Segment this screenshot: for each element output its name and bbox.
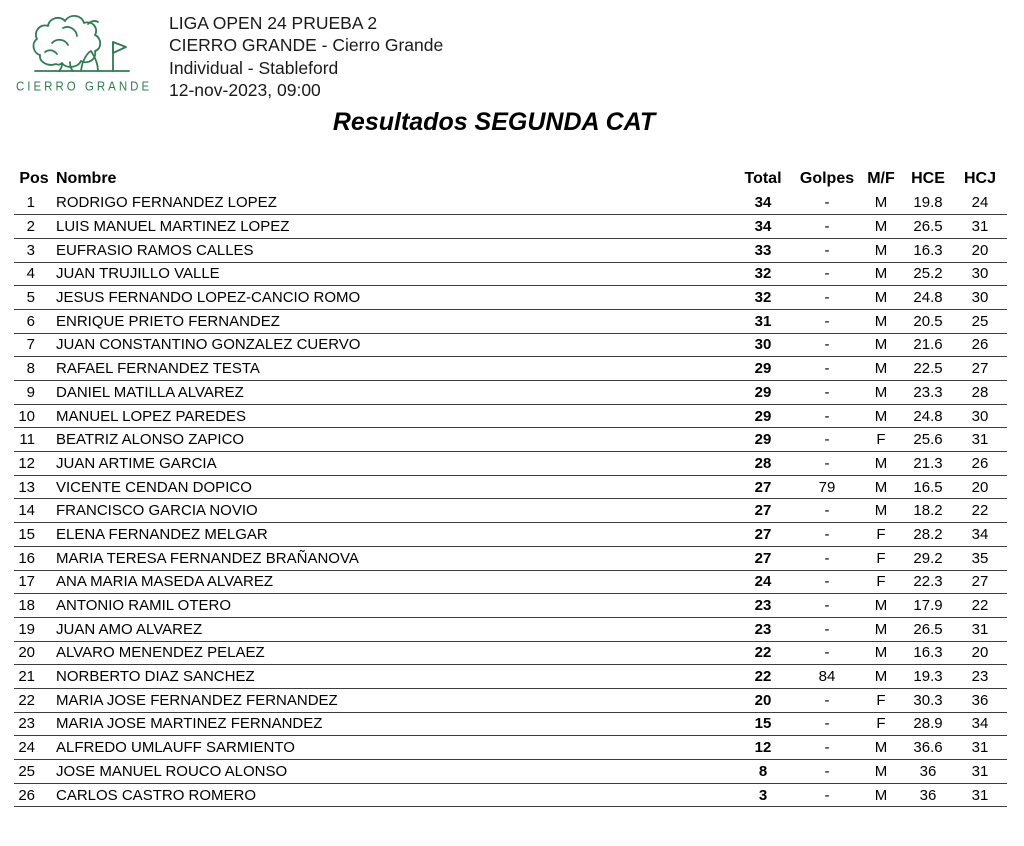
cell-mf: M — [859, 736, 903, 760]
cell-mf: M — [859, 641, 903, 665]
cell-golpes: - — [795, 333, 859, 357]
cell-pos: 3 — [14, 238, 54, 262]
cell-pos: 12 — [14, 452, 54, 476]
cell-nombre: JUAN CONSTANTINO GONZALEZ CUERVO — [54, 333, 731, 357]
cell-total: 12 — [731, 736, 795, 760]
cell-mf: F — [859, 570, 903, 594]
cell-total: 30 — [731, 333, 795, 357]
cell-pos: 24 — [14, 736, 54, 760]
cell-mf: M — [859, 309, 903, 333]
results-table — [14, 167, 1007, 807]
cell-hcj: 34 — [953, 712, 1007, 736]
table-row — [14, 546, 1007, 570]
cell-total: 31 — [731, 309, 795, 333]
col-header-pos: Pos — [19, 170, 49, 187]
cell-hcj: 31 — [953, 783, 1007, 807]
cell-pos: 19 — [14, 617, 54, 641]
cell-hce: 16.3 — [903, 641, 953, 665]
cell-total: 23 — [731, 594, 795, 618]
cell-hce: 26.5 — [903, 215, 953, 239]
cell-total: 3 — [731, 783, 795, 807]
cell-mf: M — [859, 783, 903, 807]
cell-total: 32 — [731, 286, 795, 310]
cell-total: 15 — [731, 712, 795, 736]
tree-flag-logo-icon — [25, 12, 143, 78]
cell-mf: M — [859, 381, 903, 405]
cell-nombre: MARIA TERESA FERNANDEZ BRAÑANOVA — [54, 546, 731, 570]
cell-mf: M — [859, 238, 903, 262]
cell-pos: 22 — [14, 688, 54, 712]
cell-nombre: NORBERTO DIAZ SANCHEZ — [54, 665, 731, 689]
cell-hcj: 31 — [953, 215, 1007, 239]
cell-mf: F — [859, 523, 903, 547]
table-row — [14, 523, 1007, 547]
cell-total: 29 — [731, 381, 795, 405]
cell-golpes: - — [795, 688, 859, 712]
cell-hce: 22.3 — [903, 570, 953, 594]
cell-hce: 25.2 — [903, 262, 953, 286]
cell-nombre: ALVARO MENENDEZ PELAEZ — [54, 641, 731, 665]
table-row — [14, 475, 1007, 499]
cell-pos: 2 — [14, 215, 54, 239]
cell-pos: 18 — [14, 594, 54, 618]
cell-hcj: 26 — [953, 452, 1007, 476]
cell-hcj: 23 — [953, 665, 1007, 689]
table-row — [14, 570, 1007, 594]
cell-pos: 26 — [14, 783, 54, 807]
cell-total: 29 — [731, 357, 795, 381]
table-body — [14, 191, 1007, 807]
cell-pos: 15 — [14, 523, 54, 547]
cell-hcj: 31 — [953, 428, 1007, 452]
cell-pos: 14 — [14, 499, 54, 523]
cell-hcj: 36 — [953, 688, 1007, 712]
table-row — [14, 688, 1007, 712]
cell-hcj: 20 — [953, 641, 1007, 665]
cell-hce: 19.8 — [903, 191, 953, 215]
cell-golpes: - — [795, 215, 859, 239]
table-row — [14, 286, 1007, 310]
table-row — [14, 262, 1007, 286]
cell-golpes: - — [795, 238, 859, 262]
cell-golpes: - — [795, 641, 859, 665]
cell-hcj: 30 — [953, 262, 1007, 286]
col-header-mf: M/F — [867, 170, 895, 187]
cell-hce: 36.6 — [903, 736, 953, 760]
cell-golpes: - — [795, 286, 859, 310]
event-club: CIERRO GRANDE - Cierro Grande — [169, 35, 444, 56]
cell-golpes: - — [795, 499, 859, 523]
table-row — [14, 428, 1007, 452]
table-row — [14, 191, 1007, 215]
cell-total: 32 — [731, 262, 795, 286]
cell-mf: M — [859, 215, 903, 239]
cell-golpes: - — [795, 523, 859, 547]
col-header-hcj: HCJ — [963, 170, 996, 187]
cell-nombre: ENRIQUE PRIETO FERNANDEZ — [54, 309, 731, 333]
cell-hce: 24.8 — [903, 404, 953, 428]
cell-nombre: JUAN ARTIME GARCIA — [54, 452, 731, 476]
cell-hce: 19.3 — [903, 665, 953, 689]
cell-nombre: JUAN TRUJILLO VALLE — [54, 262, 731, 286]
cell-hce: 25.6 — [903, 428, 953, 452]
table-row — [14, 452, 1007, 476]
cell-golpes: - — [795, 381, 859, 405]
cell-golpes: - — [795, 309, 859, 333]
cell-total: 34 — [731, 215, 795, 239]
event-format: Individual - Stableford — [169, 57, 339, 78]
cell-total: 27 — [731, 475, 795, 499]
cell-hce: 26.5 — [903, 617, 953, 641]
cell-pos: 4 — [14, 262, 54, 286]
cell-nombre: MARIA JOSE FERNANDEZ FERNANDEZ — [54, 688, 731, 712]
cell-mf: M — [859, 499, 903, 523]
cell-hcj: 25 — [953, 309, 1007, 333]
cell-hce: 20.5 — [903, 309, 953, 333]
cell-nombre: ELENA FERNANDEZ MELGAR — [54, 523, 731, 547]
table-row — [14, 333, 1007, 357]
table-row — [14, 641, 1007, 665]
cell-hcj: 27 — [953, 357, 1007, 381]
event-info — [169, 12, 443, 101]
cell-hcj: 31 — [953, 617, 1007, 641]
cell-hce: 21.3 — [903, 452, 953, 476]
col-header-nombre: Nombre — [56, 170, 117, 187]
table-row — [14, 617, 1007, 641]
cell-nombre: JUAN AMO ALVAREZ — [54, 617, 731, 641]
cell-mf: M — [859, 262, 903, 286]
table-row — [14, 309, 1007, 333]
cell-mf: F — [859, 712, 903, 736]
cell-total: 22 — [731, 665, 795, 689]
cell-mf: M — [859, 665, 903, 689]
cell-total: 29 — [731, 404, 795, 428]
cell-golpes: - — [795, 760, 859, 784]
cell-hce: 36 — [903, 783, 953, 807]
cell-nombre: BEATRIZ ALONSO ZAPICO — [54, 428, 731, 452]
cell-total: 27 — [731, 523, 795, 547]
cell-pos: 5 — [14, 286, 54, 310]
cell-nombre: MANUEL LOPEZ PAREDES — [54, 404, 731, 428]
cell-total: 27 — [731, 499, 795, 523]
cell-golpes: - — [795, 594, 859, 618]
cell-mf: M — [859, 760, 903, 784]
cell-golpes: - — [795, 783, 859, 807]
cell-hce: 22.5 — [903, 357, 953, 381]
cell-pos: 25 — [14, 760, 54, 784]
cell-nombre: RAFAEL FERNANDEZ TESTA — [54, 357, 731, 381]
cell-mf: M — [859, 475, 903, 499]
cell-hcj: 22 — [953, 499, 1007, 523]
cell-hcj: 27 — [953, 570, 1007, 594]
cell-pos: 13 — [14, 475, 54, 499]
cell-nombre: ANTONIO RAMIL OTERO — [54, 594, 731, 618]
cell-mf: F — [859, 688, 903, 712]
cell-hce: 21.6 — [903, 333, 953, 357]
cell-hce: 30.3 — [903, 688, 953, 712]
cell-golpes: - — [795, 428, 859, 452]
cell-nombre: ALFREDO UMLAUFF SARMIENTO — [54, 736, 731, 760]
cell-total: 8 — [731, 760, 795, 784]
cell-mf: M — [859, 617, 903, 641]
cell-hce: 18.2 — [903, 499, 953, 523]
col-header-total: Total — [744, 170, 782, 187]
table-row — [14, 665, 1007, 689]
event-datetime: 12-nov-2023, 09:00 — [169, 79, 321, 100]
table-row — [14, 736, 1007, 760]
table-row — [14, 783, 1007, 807]
cell-mf: M — [859, 404, 903, 428]
cell-mf: F — [859, 546, 903, 570]
cell-pos: 16 — [14, 546, 54, 570]
cell-golpes: - — [795, 404, 859, 428]
cell-hce: 36 — [903, 760, 953, 784]
cell-total: 23 — [731, 617, 795, 641]
cell-nombre: RODRIGO FERNANDEZ LOPEZ — [54, 191, 731, 215]
cell-pos: 1 — [14, 191, 54, 215]
cell-hcj: 20 — [953, 238, 1007, 262]
event-name: LIGA OPEN 24 PRUEBA 2 — [169, 13, 378, 33]
cell-hce: 24.8 — [903, 286, 953, 310]
cell-mf: M — [859, 191, 903, 215]
cell-hce: 28.2 — [903, 523, 953, 547]
cell-golpes: - — [795, 617, 859, 641]
cell-mf: F — [859, 428, 903, 452]
cell-mf: M — [859, 452, 903, 476]
table-row — [14, 594, 1007, 618]
cell-nombre: VICENTE CENDAN DOPICO — [54, 475, 731, 499]
cell-nombre: DANIEL MATILLA ALVAREZ — [54, 381, 731, 405]
table-header-row — [14, 167, 1007, 191]
cell-nombre: JOSE MANUEL ROUCO ALONSO — [54, 760, 731, 784]
cell-pos: 11 — [14, 428, 54, 452]
table-row — [14, 760, 1007, 784]
cell-nombre: CARLOS CASTRO ROMERO — [54, 783, 731, 807]
cell-pos: 23 — [14, 712, 54, 736]
cell-pos: 7 — [14, 333, 54, 357]
cell-total: 33 — [731, 238, 795, 262]
cell-hcj: 22 — [953, 594, 1007, 618]
cell-pos: 21 — [14, 665, 54, 689]
cell-nombre: ANA MARIA MASEDA ALVAREZ — [54, 570, 731, 594]
cell-hcj: 28 — [953, 381, 1007, 405]
cell-total: 34 — [731, 191, 795, 215]
cell-hcj: 35 — [953, 546, 1007, 570]
cell-golpes: - — [795, 357, 859, 381]
table-row — [14, 357, 1007, 381]
page-title: Resultados SEGUNDA CAT — [332, 108, 656, 136]
cell-mf: M — [859, 286, 903, 310]
cell-nombre: LUIS MANUEL MARTINEZ LOPEZ — [54, 215, 731, 239]
cell-golpes: - — [795, 712, 859, 736]
cell-golpes: - — [795, 570, 859, 594]
cell-golpes: 84 — [795, 665, 859, 689]
cell-total: 22 — [731, 641, 795, 665]
table-row — [14, 238, 1007, 262]
cell-total: 20 — [731, 688, 795, 712]
club-logo-text: CIERRO GRANDE — [16, 80, 153, 94]
cell-mf: M — [859, 333, 903, 357]
cell-golpes: - — [795, 191, 859, 215]
cell-hce: 28.9 — [903, 712, 953, 736]
cell-hce: 23.3 — [903, 381, 953, 405]
cell-hcj: 30 — [953, 404, 1007, 428]
col-header-hce: HCE — [911, 170, 945, 187]
cell-hce: 17.9 — [903, 594, 953, 618]
results-table-container — [14, 167, 1007, 807]
cell-total: 28 — [731, 452, 795, 476]
cell-golpes: - — [795, 262, 859, 286]
cell-hcj: 34 — [953, 523, 1007, 547]
cell-hcj: 31 — [953, 736, 1007, 760]
table-row — [14, 499, 1007, 523]
cell-golpes: - — [795, 546, 859, 570]
cell-total: 29 — [731, 428, 795, 452]
cell-golpes: 79 — [795, 475, 859, 499]
table-row — [14, 381, 1007, 405]
cell-pos: 9 — [14, 381, 54, 405]
cell-hce: 16.3 — [903, 238, 953, 262]
cell-mf: M — [859, 357, 903, 381]
cell-nombre: JESUS FERNANDO LOPEZ-CANCIO ROMO — [54, 286, 731, 310]
cell-total: 24 — [731, 570, 795, 594]
cell-hcj: 24 — [953, 191, 1007, 215]
cell-hcj: 31 — [953, 760, 1007, 784]
cell-hcj: 20 — [953, 475, 1007, 499]
cell-pos: 20 — [14, 641, 54, 665]
cell-golpes: - — [795, 452, 859, 476]
cell-mf: M — [859, 594, 903, 618]
cell-nombre: MARIA JOSE MARTINEZ FERNANDEZ — [54, 712, 731, 736]
cell-total: 27 — [731, 546, 795, 570]
cell-hce: 29.2 — [903, 546, 953, 570]
table-row — [14, 215, 1007, 239]
cell-hcj: 26 — [953, 333, 1007, 357]
cell-pos: 6 — [14, 309, 54, 333]
table-row — [14, 404, 1007, 428]
cell-hcj: 30 — [953, 286, 1007, 310]
col-header-golpes: Golpes — [799, 170, 855, 187]
cell-hce: 16.5 — [903, 475, 953, 499]
cell-pos: 8 — [14, 357, 54, 381]
table-row — [14, 712, 1007, 736]
cell-nombre: FRANCISCO GARCIA NOVIO — [54, 499, 731, 523]
cell-nombre: EUFRASIO RAMOS CALLES — [54, 238, 731, 262]
club-logo — [16, 12, 152, 93]
cell-pos: 17 — [14, 570, 54, 594]
cell-golpes: - — [795, 736, 859, 760]
cell-pos: 10 — [14, 404, 54, 428]
